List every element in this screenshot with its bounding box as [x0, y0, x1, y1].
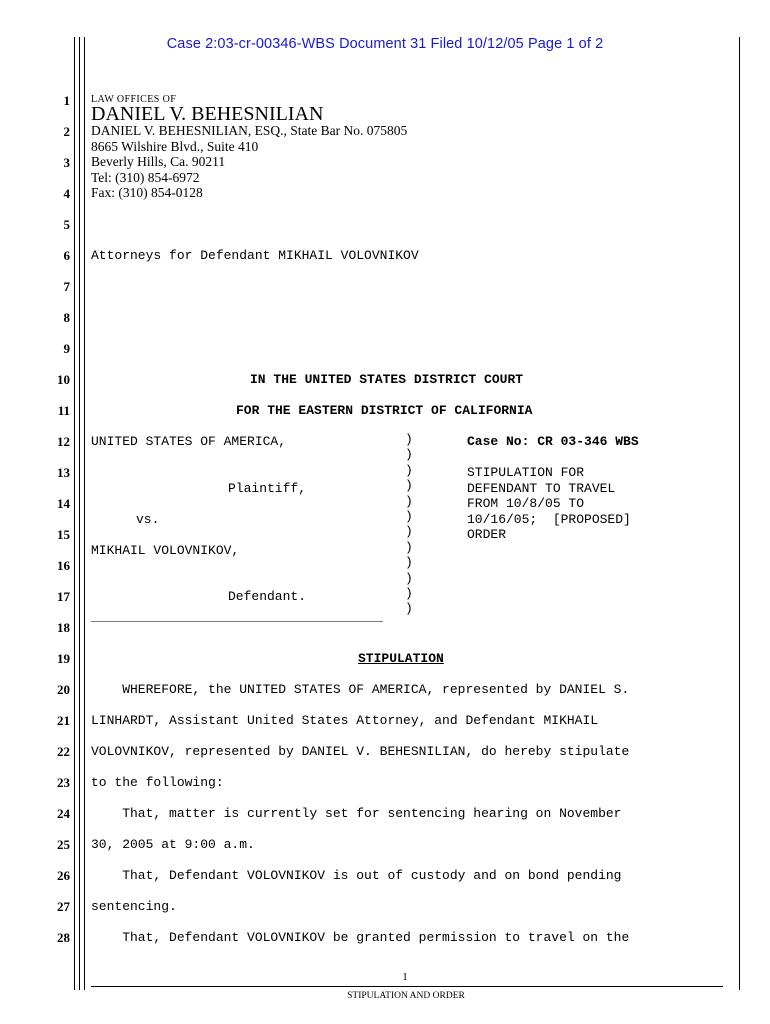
firm-telephone: Tel: (310) 854-6972 — [91, 169, 200, 185]
line-number: 13 — [57, 465, 70, 480]
line-number: 16 — [57, 558, 70, 573]
firm-address-line2: Beverly Hills, Ca. 90211 — [91, 154, 226, 169]
case-number: Case No: CR 03-346 WBS — [467, 434, 639, 449]
document-title-line: DEFENDANT TO TRAVEL — [467, 480, 616, 496]
line-number: 26 — [57, 868, 70, 883]
attorneys-for: Attorneys for Defendant MIKHAIL VOLOVNIKOV — [91, 248, 419, 263]
stipulation-heading: STIPULATION — [358, 651, 444, 666]
line-number: 17 — [57, 589, 70, 604]
line-number: 25 — [57, 837, 70, 852]
line-number: 12 — [57, 434, 70, 449]
body-line: That, Defendant VOLOVNIKOV is out of custody and on bond pending — [91, 868, 622, 883]
body-line: to the following: — [91, 775, 224, 790]
margin-rule-left-inner — [84, 37, 85, 990]
firm-caption: LAW OFFICES OF — [91, 94, 177, 105]
line-number: 5 — [63, 217, 70, 232]
versus-label: vs. — [136, 512, 160, 527]
line-number: 1 — [63, 93, 70, 108]
body-line: VOLOVNIKOV, represented by DANIEL V. BEHESNILIAN, do hereby stipulate — [91, 744, 630, 759]
line-number: 22 — [57, 744, 70, 759]
firm-name: DANIEL V. BEHESNILIAN — [91, 103, 324, 125]
margin-rule-left-outer — [74, 37, 75, 990]
document-title-line: 10/16/05; [PROPOSED] — [467, 511, 631, 527]
line-number: 20 — [57, 682, 70, 697]
footer-title: STIPULATION AND ORDER — [347, 991, 465, 1001]
court-district: FOR THE EASTERN DISTRICT OF CALIFORNIA — [236, 403, 533, 418]
line-number: 3 — [63, 155, 70, 170]
court-name: IN THE UNITED STATES DISTRICT COURT — [250, 372, 524, 387]
line-number: 14 — [57, 496, 70, 511]
body-line: That, matter is currently set for sentencing hearing on November — [91, 806, 622, 821]
line-number: 27 — [57, 899, 70, 914]
line-number: 10 — [57, 372, 70, 387]
defendant-party: MIKHAIL VOLOVNIKOV, — [91, 543, 240, 558]
firm-address-line1: 8665 Wilshire Blvd., Suite 410 — [91, 138, 259, 154]
line-number: 2 — [63, 124, 70, 139]
line-number: 28 — [57, 930, 70, 945]
line-number: 23 — [57, 775, 70, 790]
line-number: 6 — [63, 248, 70, 263]
body-line: LINHARDT, Assistant United States Attorney, and Defendant MIKHAIL — [91, 713, 599, 728]
firm-fax: Fax: (310) 854-0128 — [91, 185, 203, 200]
line-number: 18 — [57, 620, 70, 635]
page-number: 1 — [402, 971, 408, 983]
line-number: 7 — [63, 279, 70, 294]
line-number: 9 — [63, 341, 70, 356]
footer-rule — [91, 986, 723, 987]
line-number: 8 — [63, 310, 70, 325]
line-number: 21 — [57, 713, 70, 728]
case-header: Case 2:03-cr-00346-WBS Document 31 Filed 10/12/05 Page 1 of 2 — [166, 36, 604, 52]
plaintiff-party: UNITED STATES OF AMERICA, — [91, 434, 287, 449]
margin-rule-right — [739, 37, 740, 990]
attorney-name: DANIEL V. BEHESNILIAN, ESQ., State Bar No. 075805 — [91, 123, 408, 138]
line-number: 19 — [57, 651, 70, 666]
plaintiff-label: Plaintiff, — [228, 481, 307, 496]
line-number: 4 — [63, 186, 70, 201]
document-title-line: STIPULATION FOR — [467, 465, 585, 480]
document-title-line: FROM 10/8/05 TO — [467, 496, 585, 511]
caption-parentheses: ) ) ) ) ) ) ) ) ) ) ) ) — [405, 432, 413, 617]
margin-rule-left-middle — [79, 37, 80, 990]
line-number: 11 — [57, 403, 70, 418]
defendant-label: Defendant. — [228, 589, 307, 604]
caption-underline — [91, 621, 383, 622]
body-line: sentencing. — [91, 899, 177, 914]
line-number: 15 — [57, 527, 70, 542]
body-line: 30, 2005 at 9:00 a.m. — [91, 837, 255, 852]
body-line: WHEREFORE, the UNITED STATES OF AMERICA, represented by DANIEL S. — [91, 682, 630, 697]
line-number: 24 — [57, 806, 70, 821]
body-line: That, Defendant VOLOVNIKOV be granted permission to travel on the — [91, 930, 630, 945]
document-title-line: ORDER — [467, 527, 507, 542]
